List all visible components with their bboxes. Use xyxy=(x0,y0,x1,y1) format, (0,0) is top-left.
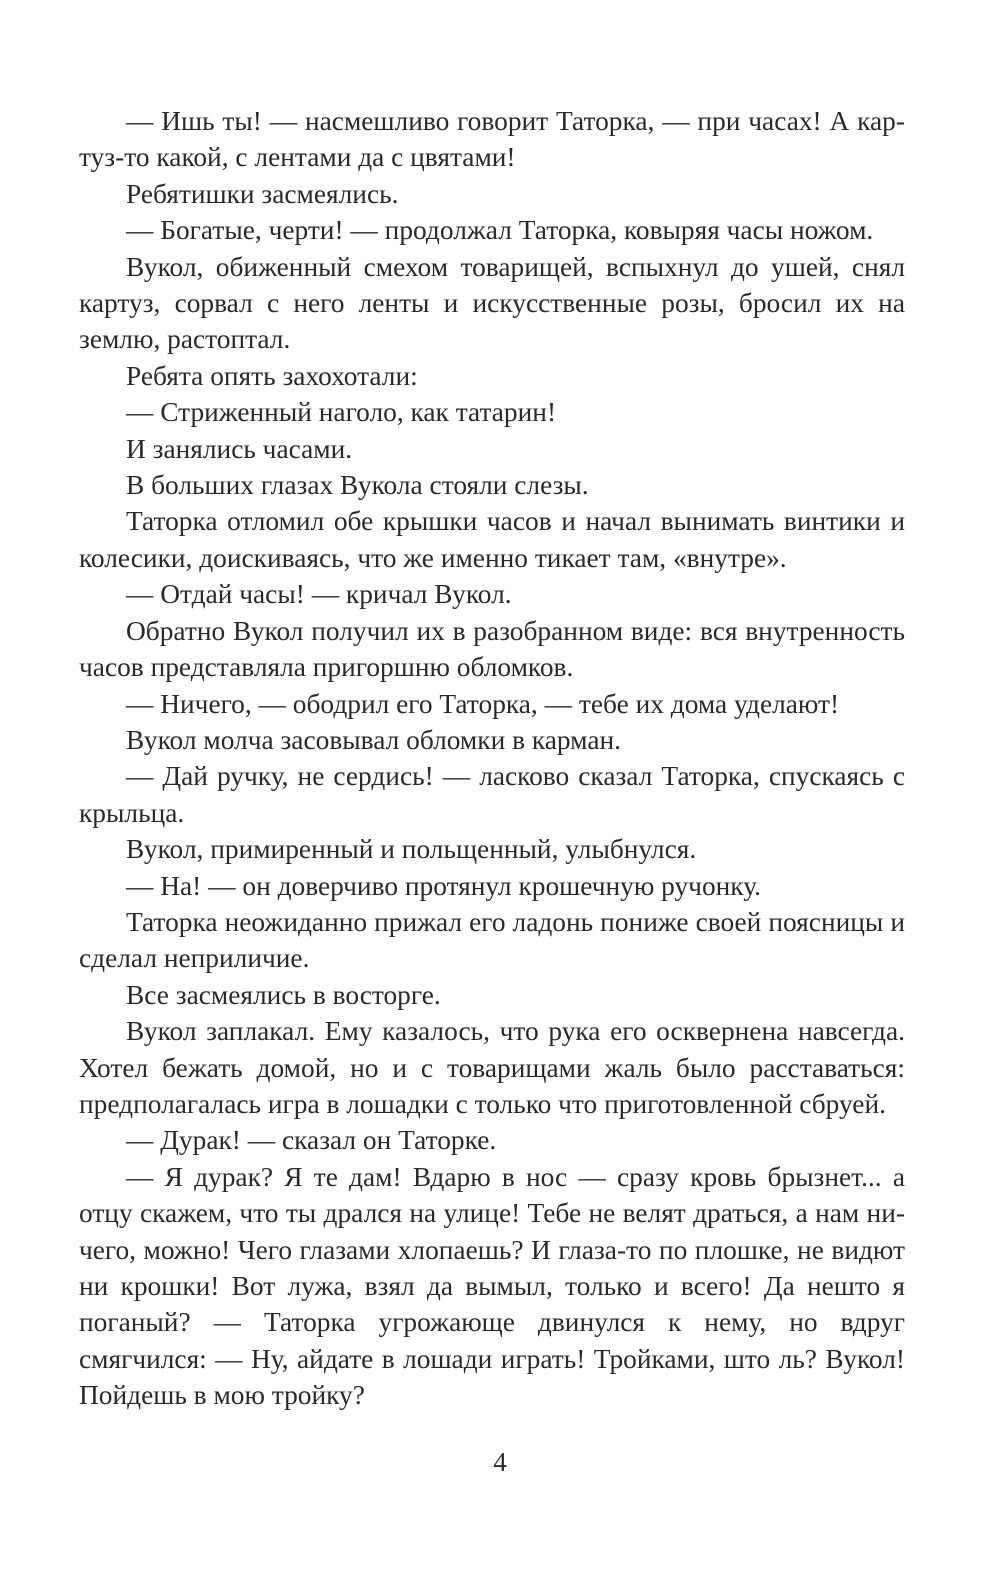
paragraph: — Отдай часы! — кричал Вукол. xyxy=(126,579,512,610)
body-text xyxy=(79,103,905,1414)
paragraph: Таторка отломил обе крышки часов и начал вынимать винтики и колесики, доискиваясь, что же именно тикает там, «внутре». xyxy=(79,506,905,573)
paragraph: И занялись часами. xyxy=(126,433,353,464)
paragraph: — На! — он доверчиво протянул крошечную ручонку. xyxy=(126,870,762,901)
paragraph: — Я дурак? Я те дам! Вдарю в нос — сразу кровь брызнет... а отцу скажем, что ты дрался на улице! Тебе не велят драться, а нам ничего, можно! Чего глазами хлопаешь? И глаза-то по плошке, не видют ни крошки! Вот лужа, взял да вымыл, только и всего! Да нешто я поганый? — Таторка угрожающе двинулся к нему, но вдруг смягчился: — Ну, айдате в лошади играть! Тройками, што ль? Вукол! Пойдешь в мою тройку? xyxy=(79,1161,905,1411)
paragraph: Вукол, примиренный и польщенный, улыбнулся. xyxy=(126,834,697,865)
paragraph: В больших глазах Вукола стояли слезы. xyxy=(126,470,589,501)
paragraph: — Богатые, черти! — продолжал Таторка, ковыряя часы ножом. xyxy=(126,215,874,246)
paragraph: Вукол молча засовывал обломки в карман. xyxy=(126,724,621,755)
paragraph: — Ишь ты! — насмешливо говорит Таторка, — при часах! А картуз-то какой, с лентами да с цвятами! xyxy=(79,106,905,173)
paragraph: — Стриженный наголо, как татарин! xyxy=(126,397,557,428)
paragraph: Обратно Вукол получил их в разобранном виде: вся внутренность часов представляла пригоршню обломков. xyxy=(79,615,905,683)
paragraph: Таторка неожиданно прижал его ладонь пониже своей поясницы и сделал неприличие. xyxy=(79,906,905,974)
paragraph: — Ничего, — ободрил его Таторка, — тебе их дома уделают! xyxy=(126,688,840,719)
paragraph: — Дай ручку, не сердись! — ласково сказал Таторка, спускаясь с крыльца. xyxy=(79,761,905,828)
paragraph: — Дурак! — сказал он Таторке. xyxy=(126,1125,497,1156)
page-number: 4 xyxy=(493,1447,507,1477)
paragraph: Ребята опять захохотали: xyxy=(126,360,418,391)
paragraph: Вукол, обиженный смехом товарищей, вспыхнул до ушей, снял картуз, сорвал с него ленты и искусственные розы, бросил их на землю, растоптал. xyxy=(79,251,905,355)
paragraph: Ребятишки засмеялись. xyxy=(126,178,399,209)
paragraph: Все засмеялись в восторге. xyxy=(126,979,441,1010)
paragraph: Вукол заплакал. Ему казалось, что рука его осквернена навсегда. Хотел бежать домой, но и с товарищами жаль было расставаться: предполагалась игра в лошадки с только что приготовленной сбруей. xyxy=(79,1016,905,1119)
